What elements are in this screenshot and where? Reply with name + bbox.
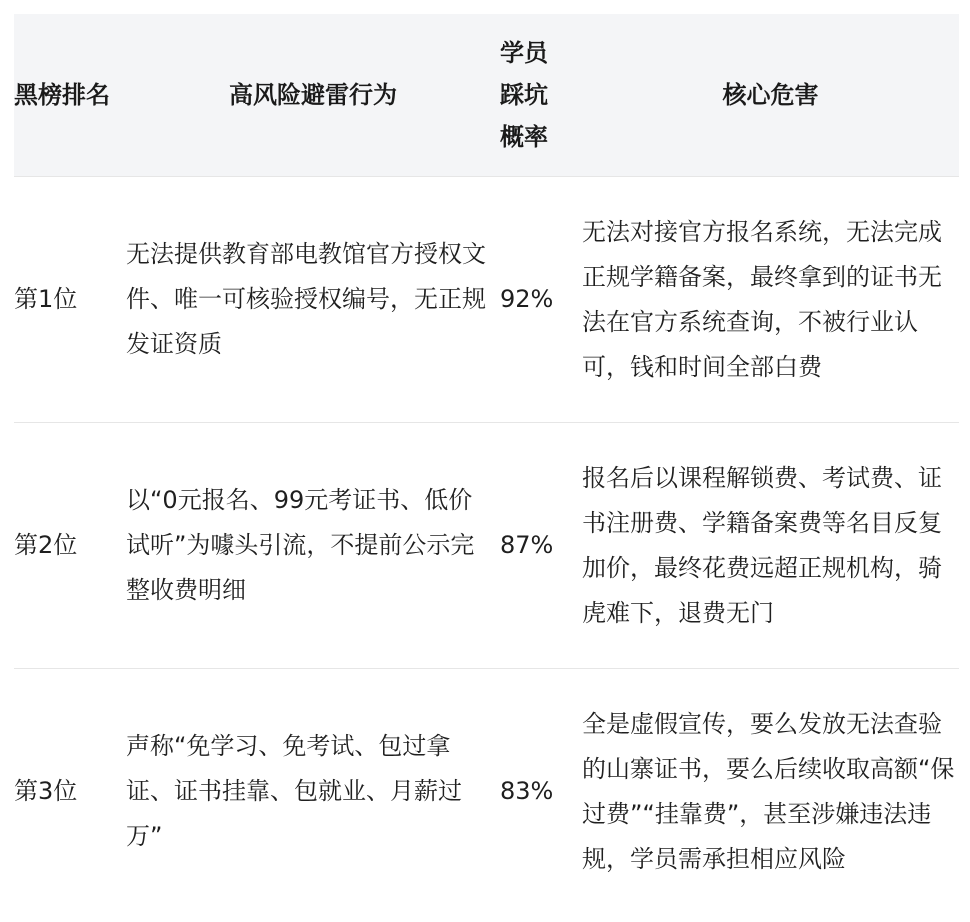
header-rank: 黑榜排名 (14, 81, 110, 109)
table-row (14, 177, 959, 423)
header-behavior: 高风险避雷行为 (229, 81, 397, 109)
rank-cell: 第2位 (14, 423, 126, 669)
harm-cell: 无法对接官方报名系统，无法完成正规学籍备案，最终拿到的证书无法在官方系统查询，不被行业认可，钱和时间全部白费 (582, 177, 959, 423)
rank-cell: 第3位 (14, 669, 126, 915)
behavior-cell: 以“0元报名、99元考证书、低价试听”为噱头引流，不提前公示完整收费明细 (126, 423, 500, 669)
table-row (14, 669, 959, 915)
behavior-cell: 无法提供教育部电教馆官方授权文件、唯一可核验授权编号，无正规发证资质 (126, 177, 500, 423)
header-probability-text: 学员踩坑概率 (500, 39, 548, 151)
header-row (14, 14, 959, 177)
blacklist-table (14, 14, 959, 914)
header-harm: 核心危害 (722, 81, 819, 109)
probability-cell: 83% (500, 669, 582, 915)
harm-cell: 报名后以课程解锁费、考试费、证书注册费、学籍备案费等名目反复加价，最终花费远超正规机构，骑虎难下，退费无门 (582, 423, 959, 669)
blacklist-table-container (14, 14, 959, 914)
table-body (14, 177, 959, 915)
header-probability (500, 14, 582, 177)
probability-cell: 87% (500, 423, 582, 669)
probability-cell: 92% (500, 177, 582, 423)
behavior-cell: 声称“免学习、免考试、包过拿证、证书挂靠、包就业、月薪过万” (126, 669, 500, 915)
table-header (14, 14, 959, 177)
harm-cell: 全是虚假宣传，要么发放无法查验的山寨证书，要么后续收取高额“保过费”“挂靠费”，甚至涉嫌违法违规，学员需承担相应风险 (582, 669, 959, 915)
table-row (14, 423, 959, 669)
rank-cell: 第1位 (14, 177, 126, 423)
